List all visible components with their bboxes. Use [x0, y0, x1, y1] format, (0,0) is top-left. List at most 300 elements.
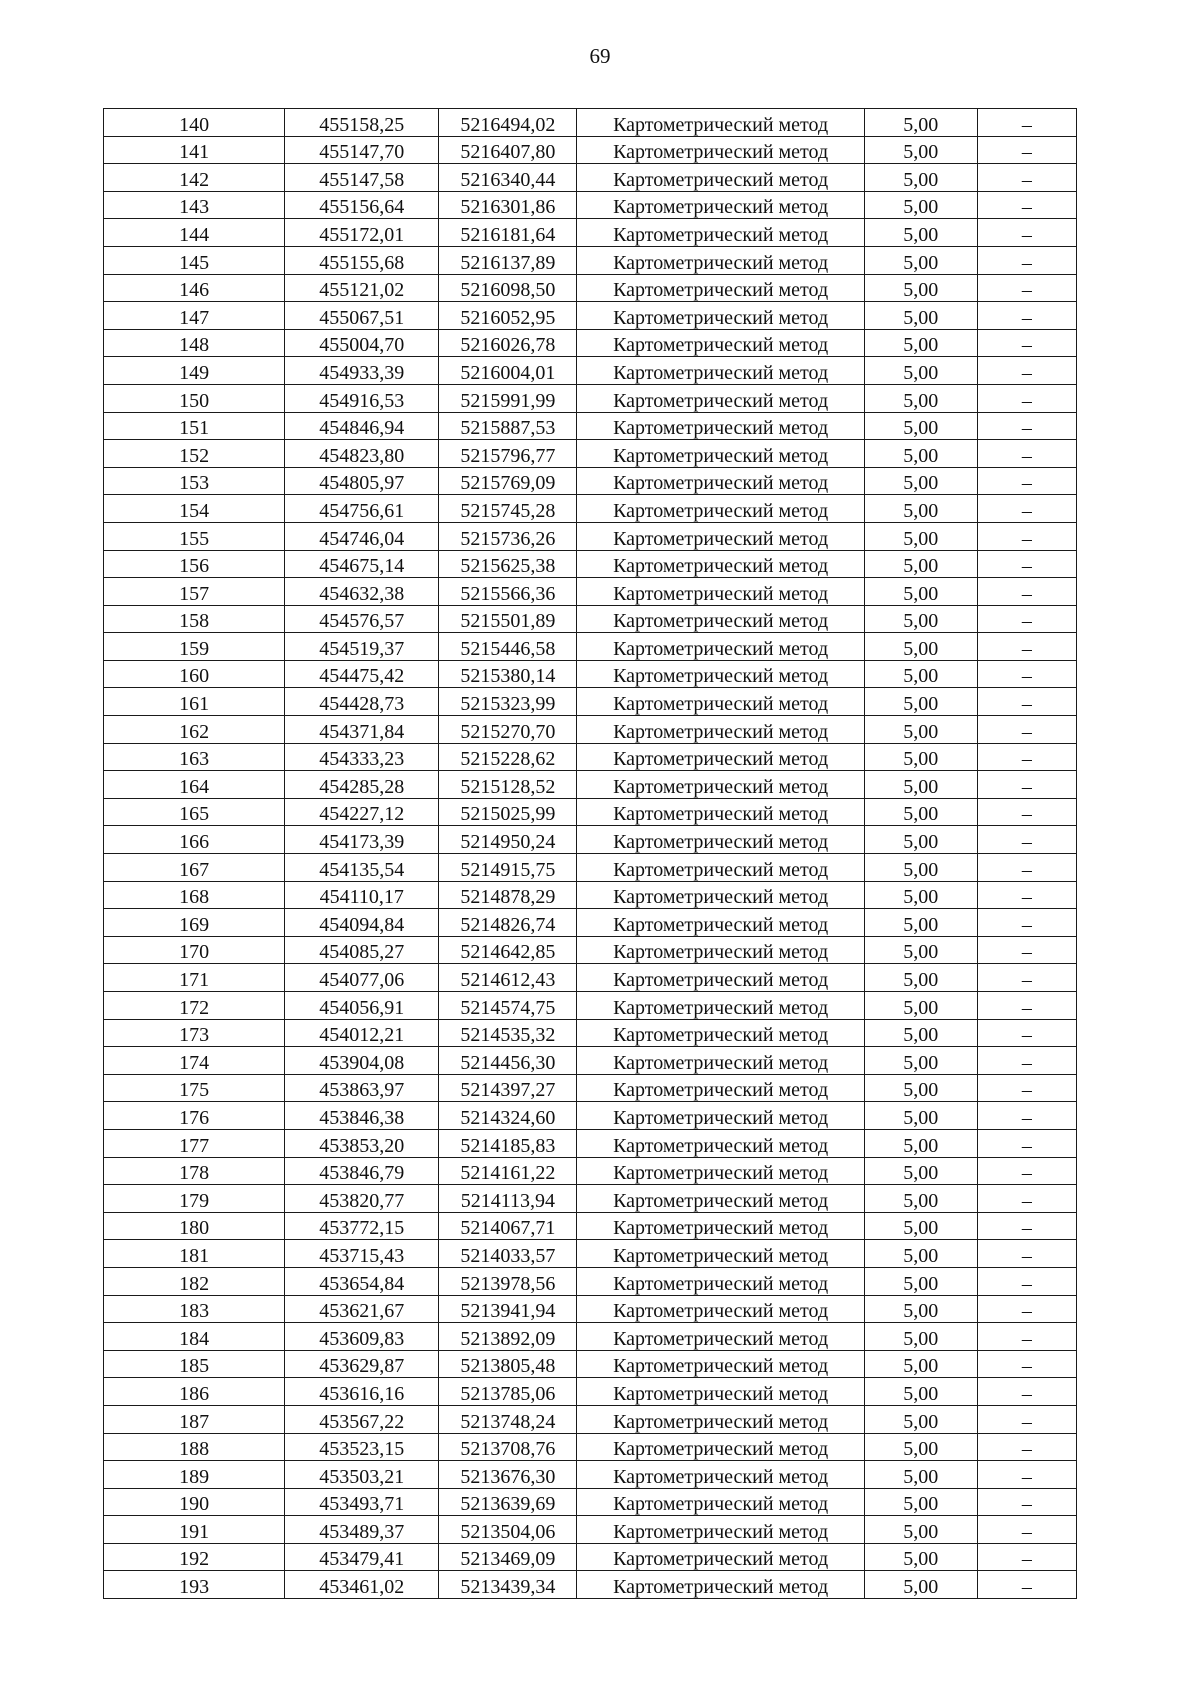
- note-cell: –: [977, 909, 1076, 937]
- table-row: [104, 1267, 1077, 1295]
- table-row: [104, 909, 1077, 937]
- note-cell: –: [977, 1295, 1076, 1323]
- table-row: [104, 109, 1077, 137]
- point-number-cell: 170: [104, 936, 285, 964]
- table-row: [104, 495, 1077, 523]
- error-cell: 5,00: [864, 1240, 977, 1268]
- method-cell: Картометрический метод: [577, 164, 864, 192]
- y-coordinate-cell: 5214456,30: [439, 1047, 577, 1075]
- method-cell: Картометрический метод: [577, 881, 864, 909]
- point-number-cell: 182: [104, 1267, 285, 1295]
- note-cell: –: [977, 826, 1076, 854]
- error-cell: 5,00: [864, 936, 977, 964]
- table-row: [104, 716, 1077, 744]
- x-coordinate-cell: 454012,21: [285, 1019, 439, 1047]
- x-coordinate-cell: 453863,97: [285, 1074, 439, 1102]
- y-coordinate-cell: 5216301,86: [439, 191, 577, 219]
- method-cell: Картометрический метод: [577, 440, 864, 468]
- method-cell: Картометрический метод: [577, 412, 864, 440]
- note-cell: –: [977, 1102, 1076, 1130]
- table-row: [104, 660, 1077, 688]
- note-cell: –: [977, 716, 1076, 744]
- x-coordinate-cell: 455147,58: [285, 164, 439, 192]
- note-cell: –: [977, 1129, 1076, 1157]
- note-cell: –: [977, 1185, 1076, 1213]
- note-cell: –: [977, 412, 1076, 440]
- error-cell: 5,00: [864, 1350, 977, 1378]
- x-coordinate-cell: 454094,84: [285, 909, 439, 937]
- x-coordinate-cell: 454805,97: [285, 467, 439, 495]
- error-cell: 5,00: [864, 688, 977, 716]
- point-number-cell: 143: [104, 191, 285, 219]
- note-cell: –: [977, 1516, 1076, 1544]
- error-cell: 5,00: [864, 826, 977, 854]
- note-cell: –: [977, 550, 1076, 578]
- point-number-cell: 165: [104, 798, 285, 826]
- y-coordinate-cell: 5215228,62: [439, 743, 577, 771]
- method-cell: Картометрический метод: [577, 826, 864, 854]
- error-cell: 5,00: [864, 633, 977, 661]
- point-number-cell: 163: [104, 743, 285, 771]
- error-cell: 5,00: [864, 1129, 977, 1157]
- x-coordinate-cell: 454916,53: [285, 384, 439, 412]
- method-cell: Картометрический метод: [577, 1102, 864, 1130]
- x-coordinate-cell: 454227,12: [285, 798, 439, 826]
- note-cell: –: [977, 1323, 1076, 1351]
- x-coordinate-cell: 455155,68: [285, 246, 439, 274]
- table-row: [104, 936, 1077, 964]
- error-cell: 5,00: [864, 550, 977, 578]
- point-number-cell: 178: [104, 1157, 285, 1185]
- x-coordinate-cell: 454056,91: [285, 992, 439, 1020]
- x-coordinate-cell: 455004,70: [285, 329, 439, 357]
- table-row: [104, 743, 1077, 771]
- point-number-cell: 157: [104, 578, 285, 606]
- y-coordinate-cell: 5216340,44: [439, 164, 577, 192]
- x-coordinate-cell: 453489,37: [285, 1516, 439, 1544]
- table-row: [104, 1129, 1077, 1157]
- error-cell: 5,00: [864, 412, 977, 440]
- error-cell: 5,00: [864, 384, 977, 412]
- method-cell: Картометрический метод: [577, 1350, 864, 1378]
- error-cell: 5,00: [864, 1019, 977, 1047]
- point-number-cell: 142: [104, 164, 285, 192]
- y-coordinate-cell: 5215769,09: [439, 467, 577, 495]
- method-cell: Картометрический метод: [577, 1019, 864, 1047]
- error-cell: 5,00: [864, 1074, 977, 1102]
- error-cell: 5,00: [864, 246, 977, 274]
- note-cell: –: [977, 992, 1076, 1020]
- y-coordinate-cell: 5214113,94: [439, 1185, 577, 1213]
- y-coordinate-cell: 5213805,48: [439, 1350, 577, 1378]
- note-cell: –: [977, 1433, 1076, 1461]
- x-coordinate-cell: 454285,28: [285, 771, 439, 799]
- table-row: [104, 854, 1077, 882]
- y-coordinate-cell: 5216137,89: [439, 246, 577, 274]
- x-coordinate-cell: 454077,06: [285, 964, 439, 992]
- point-number-cell: 155: [104, 522, 285, 550]
- table-row: [104, 798, 1077, 826]
- table-row: [104, 164, 1077, 192]
- x-coordinate-cell: 453461,02: [285, 1571, 439, 1599]
- note-cell: –: [977, 384, 1076, 412]
- note-cell: –: [977, 1047, 1076, 1075]
- point-number-cell: 185: [104, 1350, 285, 1378]
- method-cell: Картометрический метод: [577, 109, 864, 137]
- x-coordinate-cell: 454519,37: [285, 633, 439, 661]
- y-coordinate-cell: 5215745,28: [439, 495, 577, 523]
- error-cell: 5,00: [864, 1378, 977, 1406]
- y-coordinate-cell: 5214185,83: [439, 1129, 577, 1157]
- note-cell: –: [977, 578, 1076, 606]
- error-cell: 5,00: [864, 495, 977, 523]
- table-row: [104, 274, 1077, 302]
- table-row: [104, 1074, 1077, 1102]
- method-cell: Картометрический метод: [577, 743, 864, 771]
- x-coordinate-cell: 454756,61: [285, 495, 439, 523]
- point-number-cell: 141: [104, 136, 285, 164]
- note-cell: –: [977, 357, 1076, 385]
- table-row: [104, 329, 1077, 357]
- point-number-cell: 187: [104, 1405, 285, 1433]
- error-cell: 5,00: [864, 771, 977, 799]
- table-row: [104, 246, 1077, 274]
- error-cell: 5,00: [864, 357, 977, 385]
- table-row: [104, 440, 1077, 468]
- error-cell: 5,00: [864, 605, 977, 633]
- error-cell: 5,00: [864, 440, 977, 468]
- table-row: [104, 771, 1077, 799]
- method-cell: Картометрический метод: [577, 1571, 864, 1599]
- y-coordinate-cell: 5215025,99: [439, 798, 577, 826]
- table-row: [104, 550, 1077, 578]
- note-cell: –: [977, 522, 1076, 550]
- table-row: [104, 1019, 1077, 1047]
- method-cell: Картометрический метод: [577, 219, 864, 247]
- y-coordinate-cell: 5214915,75: [439, 854, 577, 882]
- y-coordinate-cell: 5215128,52: [439, 771, 577, 799]
- method-cell: Картометрический метод: [577, 522, 864, 550]
- note-cell: –: [977, 1461, 1076, 1489]
- error-cell: 5,00: [864, 992, 977, 1020]
- y-coordinate-cell: 5215991,99: [439, 384, 577, 412]
- y-coordinate-cell: 5213504,06: [439, 1516, 577, 1544]
- point-number-cell: 168: [104, 881, 285, 909]
- point-number-cell: 167: [104, 854, 285, 882]
- table-row: [104, 578, 1077, 606]
- method-cell: Картометрический метод: [577, 771, 864, 799]
- error-cell: 5,00: [864, 1102, 977, 1130]
- method-cell: Картометрический метод: [577, 936, 864, 964]
- point-number-cell: 180: [104, 1212, 285, 1240]
- error-cell: 5,00: [864, 1516, 977, 1544]
- note-cell: –: [977, 1267, 1076, 1295]
- note-cell: –: [977, 246, 1076, 274]
- y-coordinate-cell: 5215323,99: [439, 688, 577, 716]
- table-row: [104, 1571, 1077, 1599]
- error-cell: 5,00: [864, 1295, 977, 1323]
- table-row: [104, 191, 1077, 219]
- error-cell: 5,00: [864, 1571, 977, 1599]
- method-cell: Картометрический метод: [577, 136, 864, 164]
- y-coordinate-cell: 5214397,27: [439, 1074, 577, 1102]
- y-coordinate-cell: 5214878,29: [439, 881, 577, 909]
- method-cell: Картометрический метод: [577, 1323, 864, 1351]
- error-cell: 5,00: [864, 1212, 977, 1240]
- error-cell: 5,00: [864, 164, 977, 192]
- y-coordinate-cell: 5215501,89: [439, 605, 577, 633]
- y-coordinate-cell: 5215566,36: [439, 578, 577, 606]
- coordinates-table: [103, 108, 1077, 1599]
- table-row: [104, 992, 1077, 1020]
- y-coordinate-cell: 5214950,24: [439, 826, 577, 854]
- x-coordinate-cell: 455067,51: [285, 302, 439, 330]
- note-cell: –: [977, 1488, 1076, 1516]
- y-coordinate-cell: 5213785,06: [439, 1378, 577, 1406]
- y-coordinate-cell: 5215796,77: [439, 440, 577, 468]
- method-cell: Картометрический метод: [577, 495, 864, 523]
- table-row: [104, 467, 1077, 495]
- point-number-cell: 156: [104, 550, 285, 578]
- point-number-cell: 140: [104, 109, 285, 137]
- table-row: [104, 964, 1077, 992]
- y-coordinate-cell: 5215736,26: [439, 522, 577, 550]
- error-cell: 5,00: [864, 1157, 977, 1185]
- table-row: [104, 688, 1077, 716]
- note-cell: –: [977, 1240, 1076, 1268]
- y-coordinate-cell: 5216004,01: [439, 357, 577, 385]
- error-cell: 5,00: [864, 660, 977, 688]
- error-cell: 5,00: [864, 1405, 977, 1433]
- method-cell: Картометрический метод: [577, 1157, 864, 1185]
- method-cell: Картометрический метод: [577, 716, 864, 744]
- point-number-cell: 193: [104, 1571, 285, 1599]
- method-cell: Картометрический метод: [577, 467, 864, 495]
- y-coordinate-cell: 5216026,78: [439, 329, 577, 357]
- table-row: [104, 1157, 1077, 1185]
- point-number-cell: 160: [104, 660, 285, 688]
- x-coordinate-cell: 453846,79: [285, 1157, 439, 1185]
- x-coordinate-cell: 453479,41: [285, 1543, 439, 1571]
- method-cell: Картометрический метод: [577, 1488, 864, 1516]
- y-coordinate-cell: 5214161,22: [439, 1157, 577, 1185]
- method-cell: Картометрический метод: [577, 329, 864, 357]
- note-cell: –: [977, 136, 1076, 164]
- table-row: [104, 1240, 1077, 1268]
- note-cell: –: [977, 854, 1076, 882]
- y-coordinate-cell: 5214642,85: [439, 936, 577, 964]
- point-number-cell: 183: [104, 1295, 285, 1323]
- note-cell: –: [977, 1212, 1076, 1240]
- y-coordinate-cell: 5216052,95: [439, 302, 577, 330]
- x-coordinate-cell: 453609,83: [285, 1323, 439, 1351]
- note-cell: –: [977, 1157, 1076, 1185]
- y-coordinate-cell: 5213639,69: [439, 1488, 577, 1516]
- error-cell: 5,00: [864, 716, 977, 744]
- table-row: [104, 1047, 1077, 1075]
- y-coordinate-cell: 5216494,02: [439, 109, 577, 137]
- y-coordinate-cell: 5214324,60: [439, 1102, 577, 1130]
- point-number-cell: 164: [104, 771, 285, 799]
- error-cell: 5,00: [864, 964, 977, 992]
- point-number-cell: 149: [104, 357, 285, 385]
- point-number-cell: 162: [104, 716, 285, 744]
- table-row: [104, 1212, 1077, 1240]
- x-coordinate-cell: 453567,22: [285, 1405, 439, 1433]
- point-number-cell: 146: [104, 274, 285, 302]
- error-cell: 5,00: [864, 274, 977, 302]
- point-number-cell: 173: [104, 1019, 285, 1047]
- point-number-cell: 171: [104, 964, 285, 992]
- table-row: [104, 302, 1077, 330]
- table-row: [104, 384, 1077, 412]
- note-cell: –: [977, 936, 1076, 964]
- point-number-cell: 145: [104, 246, 285, 274]
- error-cell: 5,00: [864, 191, 977, 219]
- method-cell: Картометрический метод: [577, 1378, 864, 1406]
- method-cell: Картометрический метод: [577, 1267, 864, 1295]
- note-cell: –: [977, 743, 1076, 771]
- point-number-cell: 158: [104, 605, 285, 633]
- x-coordinate-cell: 453621,67: [285, 1295, 439, 1323]
- x-coordinate-cell: 453772,15: [285, 1212, 439, 1240]
- x-coordinate-cell: 453503,21: [285, 1461, 439, 1489]
- x-coordinate-cell: 453629,87: [285, 1350, 439, 1378]
- method-cell: Картометрический метод: [577, 550, 864, 578]
- note-cell: –: [977, 660, 1076, 688]
- method-cell: Картометрический метод: [577, 688, 864, 716]
- y-coordinate-cell: 5216181,64: [439, 219, 577, 247]
- x-coordinate-cell: 454933,39: [285, 357, 439, 385]
- y-coordinate-cell: 5214826,74: [439, 909, 577, 937]
- point-number-cell: 169: [104, 909, 285, 937]
- note-cell: –: [977, 771, 1076, 799]
- note-cell: –: [977, 274, 1076, 302]
- method-cell: Картометрический метод: [577, 1212, 864, 1240]
- method-cell: Картометрический метод: [577, 1433, 864, 1461]
- x-coordinate-cell: 454475,42: [285, 660, 439, 688]
- method-cell: Картометрический метод: [577, 357, 864, 385]
- point-number-cell: 192: [104, 1543, 285, 1571]
- error-cell: 5,00: [864, 522, 977, 550]
- point-number-cell: 148: [104, 329, 285, 357]
- point-number-cell: 174: [104, 1047, 285, 1075]
- note-cell: –: [977, 329, 1076, 357]
- method-cell: Картометрический метод: [577, 578, 864, 606]
- table-row: [104, 1433, 1077, 1461]
- table-row: [104, 1378, 1077, 1406]
- x-coordinate-cell: 454135,54: [285, 854, 439, 882]
- table-row: [104, 1405, 1077, 1433]
- x-coordinate-cell: 454428,73: [285, 688, 439, 716]
- error-cell: 5,00: [864, 1543, 977, 1571]
- note-cell: –: [977, 495, 1076, 523]
- table-row: [104, 1350, 1077, 1378]
- x-coordinate-cell: 454333,23: [285, 743, 439, 771]
- point-number-cell: 161: [104, 688, 285, 716]
- method-cell: Картометрический метод: [577, 909, 864, 937]
- error-cell: 5,00: [864, 1433, 977, 1461]
- method-cell: Картометрический метод: [577, 1295, 864, 1323]
- x-coordinate-cell: 454576,57: [285, 605, 439, 633]
- method-cell: Картометрический метод: [577, 246, 864, 274]
- method-cell: Картометрический метод: [577, 660, 864, 688]
- error-cell: 5,00: [864, 219, 977, 247]
- x-coordinate-cell: 454173,39: [285, 826, 439, 854]
- x-coordinate-cell: 455158,25: [285, 109, 439, 137]
- method-cell: Картометрический метод: [577, 964, 864, 992]
- error-cell: 5,00: [864, 302, 977, 330]
- y-coordinate-cell: 5214033,57: [439, 1240, 577, 1268]
- x-coordinate-cell: 453493,71: [285, 1488, 439, 1516]
- note-cell: –: [977, 1074, 1076, 1102]
- x-coordinate-cell: 454675,14: [285, 550, 439, 578]
- method-cell: Картометрический метод: [577, 605, 864, 633]
- table-row: [104, 605, 1077, 633]
- x-coordinate-cell: 455121,02: [285, 274, 439, 302]
- table-row: [104, 881, 1077, 909]
- table-row: [104, 1516, 1077, 1544]
- table-row: [104, 1295, 1077, 1323]
- error-cell: 5,00: [864, 1488, 977, 1516]
- point-number-cell: 172: [104, 992, 285, 1020]
- table-row: [104, 1185, 1077, 1213]
- method-cell: Картометрический метод: [577, 1185, 864, 1213]
- note-cell: –: [977, 964, 1076, 992]
- x-coordinate-cell: 454085,27: [285, 936, 439, 964]
- point-number-cell: 144: [104, 219, 285, 247]
- x-coordinate-cell: 454746,04: [285, 522, 439, 550]
- error-cell: 5,00: [864, 467, 977, 495]
- table-row: [104, 1323, 1077, 1351]
- x-coordinate-cell: 453715,43: [285, 1240, 439, 1268]
- coordinates-table-body: [104, 109, 1077, 1599]
- point-number-cell: 150: [104, 384, 285, 412]
- x-coordinate-cell: 454846,94: [285, 412, 439, 440]
- error-cell: 5,00: [864, 136, 977, 164]
- y-coordinate-cell: 5214535,32: [439, 1019, 577, 1047]
- x-coordinate-cell: 454632,38: [285, 578, 439, 606]
- x-coordinate-cell: 455147,70: [285, 136, 439, 164]
- point-number-cell: 154: [104, 495, 285, 523]
- table-row: [104, 136, 1077, 164]
- method-cell: Картометрический метод: [577, 1516, 864, 1544]
- x-coordinate-cell: 453820,77: [285, 1185, 439, 1213]
- note-cell: –: [977, 302, 1076, 330]
- error-cell: 5,00: [864, 1323, 977, 1351]
- x-coordinate-cell: 453616,16: [285, 1378, 439, 1406]
- x-coordinate-cell: 453853,20: [285, 1129, 439, 1157]
- method-cell: Картометрический метод: [577, 302, 864, 330]
- point-number-cell: 189: [104, 1461, 285, 1489]
- table-row: [104, 522, 1077, 550]
- point-number-cell: 159: [104, 633, 285, 661]
- method-cell: Картометрический метод: [577, 191, 864, 219]
- y-coordinate-cell: 5215380,14: [439, 660, 577, 688]
- point-number-cell: 190: [104, 1488, 285, 1516]
- y-coordinate-cell: 5213978,56: [439, 1267, 577, 1295]
- x-coordinate-cell: 453846,38: [285, 1102, 439, 1130]
- y-coordinate-cell: 5213439,34: [439, 1571, 577, 1599]
- note-cell: –: [977, 109, 1076, 137]
- error-cell: 5,00: [864, 909, 977, 937]
- point-number-cell: 152: [104, 440, 285, 468]
- error-cell: 5,00: [864, 578, 977, 606]
- method-cell: Картометрический метод: [577, 274, 864, 302]
- table-row: [104, 1461, 1077, 1489]
- error-cell: 5,00: [864, 881, 977, 909]
- y-coordinate-cell: 5216098,50: [439, 274, 577, 302]
